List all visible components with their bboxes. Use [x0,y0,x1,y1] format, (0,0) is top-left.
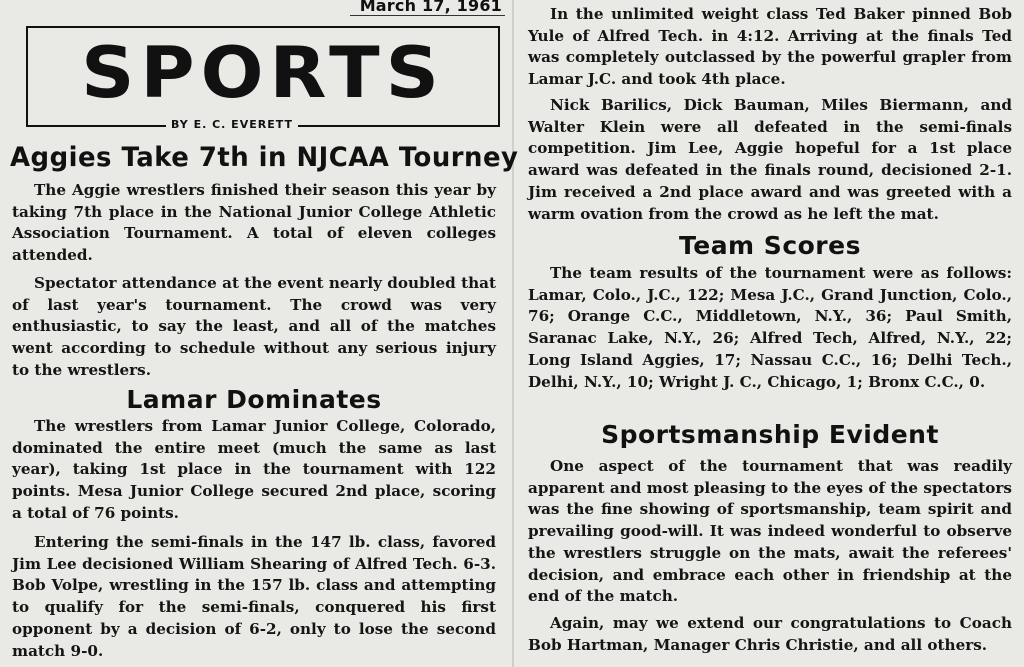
right-column [522,0,1024,667]
byline: BY E. C. EVERETT [166,118,298,131]
main-headline: Aggies Take 7th in NJCAA Tourney [10,142,519,173]
article-paragraph: Spectator attendance at the event nearly doubled that of last year's tournament. The crowd was very enthusiastic, to say the least, and all of the matches went according to schedule without any serious injury to the wrestlers. [12,274,496,379]
column-divider [512,0,514,667]
article-paragraph: Again, may we extend our congratulations to Coach Bob Hartman, Manager Chris Christie, and all others. [528,614,1012,654]
issue-date: March 17, 1961 [359,0,502,15]
subhead-sportsmanship: Sportsmanship Evident [601,420,939,449]
masthead-title: SPORTS [81,32,445,114]
subhead-team-scores: Team Scores [679,231,861,260]
subhead-lamar: Lamar Dominates [126,385,382,414]
article-paragraph: Entering the semi-finals in the 147 lb. class, favored Jim Lee decisioned William Shearing of Alfred Tech. 6-3. Bob Volpe, wrestling in the 157 lb. class and attempting to qualify for the semi-finals, conquered his first opponent by a decision of 6-2, only to lose the second match 9-0. [12,533,496,660]
masthead-box [26,26,500,127]
article-paragraph: The wrestlers from Lamar Junior College, Colorado, dominated the entire meet (much the same as last year), taking 1st place in the tournament with 122 points. Mesa Junior College secured 2nd place, scoring a total of 76 points. [12,417,496,522]
article-paragraph: In the unlimited weight class Ted Baker pinned Bob Yule of Alfred Tech. in 4:12. Arriving at the finals Ted was completely outclassed by the powerful grapler from Lamar J.C. and took 4th place. [528,5,1012,89]
date-rule [350,15,505,16]
article-paragraph: The Aggie wrestlers finished their season this year by taking 7th place in the National Junior College Athletic Association Tournament. A total of eleven colleges attended. [12,181,496,265]
team-scores-paragraph: The team results of the tournament were as follows: Lamar, Colo., J.C., 122; Mesa J.C., Grand Junction, Colo., 76; Orange C.C., Middletown, N.Y., 36; Paul Smith, Saranac Lake, N.Y., 26; Alfred Tech, Alfred, N.Y., 22; Long Island Aggies, 17; Nassau C.C., 16; Delhi Tech., Delhi, N.Y., 10; Wright J. C., Chicago, 1; Bronx C.C., 0. [528,264,1012,391]
article-paragraph: One aspect of the tournament that was readily apparent and most pleasing to the eyes of the spectators was the fine showing of sportsmanship, team spirit and prevailing good-will. It was indeed wonderful to observe the wrestlers struggle on the mats, await the referees' decision, and embrace each other in friendship at the end of the match. [528,457,1012,606]
article-paragraph: Nick Barilics, Dick Bauman, Miles Biermann, and Walter Klein were all defeated in the semi-finals competition. Jim Lee, Aggie hopeful for a 1st place award was defeated in the finals round, decisioned 2-1. Jim received a 2nd place award and was greeted with a warm ovation from the crowd as he left the mat. [528,96,1012,223]
